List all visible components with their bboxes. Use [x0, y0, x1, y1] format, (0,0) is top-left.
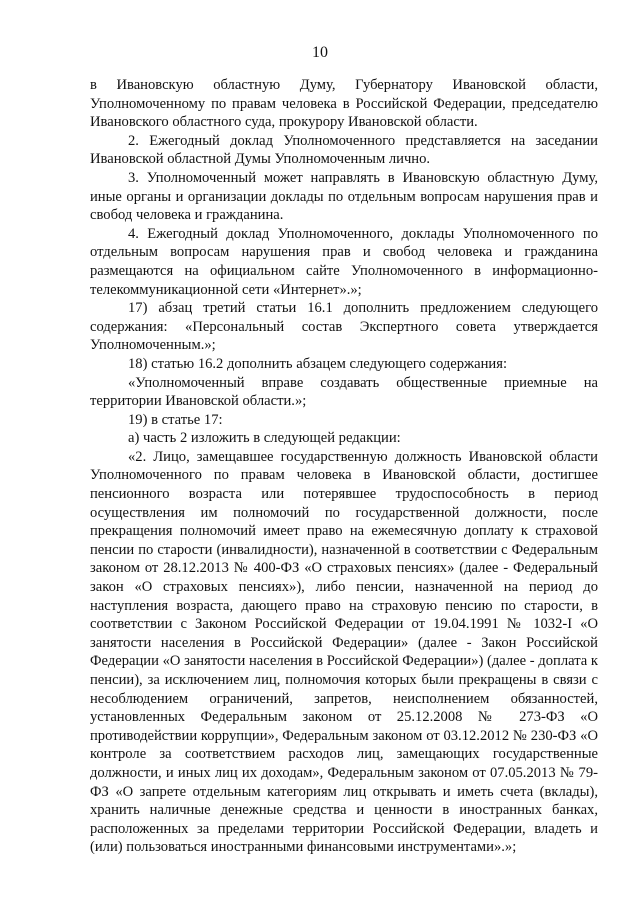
paragraph-item-3: 3. Уполномоченный может направлять в Ивановскую областную Думу, иные органы и организации доклады по отдельным вопросам нарушения прав и свобод человека и гражданина. [90, 169, 598, 224]
paragraph-amendment-19-a: а) часть 2 изложить в следующей редакции: [128, 430, 401, 447]
paragraph-amendment-17: 17) абзац третий статьи 16.1 дополнить предложением следующего содержания: «Персональный состав Экспертного совета утверждается Уполномоченным.»; [90, 300, 598, 354]
paragraph-part-2-text: «2. Лицо, замещавшее государственную должность Ивановской области Уполномоченного по правам человека в Ивановской области, достигшее пенсионного возраста или потерявшее трудоспособность в период осуществления им полномочий по государственной должности, после прекращения полномочий имеет право на ежемесячную доплату к страховой пенсии по старости (инвалидности), назначенной в соответствии с Федеральным законом от 28.12.2013 № 400-ФЗ «О страховых пенсиях» (далее - Федеральный закон «О страховых пенсиях»), либо пенсии, назначенной на период до наступления возраста, дающего право на страховую пенсию по старости, в соответствии с Законом Российской Федерации от 19.04.1991 № 1032-I «О занятости населения в Российской Федерации» (далее - Закон Российской Федерации «О занятости населения в Российской Федерации») (далее - доплата к пенсии), за исключением лиц, полномочия которых были прекращены в связи с несоблюдением ограничений, запретов, неисполнением обязанностей, установленных Федеральным законом от 25.12.2008 № 273-ФЗ «О противодействии коррупции», Федеральным законом от 03.12.2012 № 230-ФЗ «О контроле за соответствием расходов лиц, замещающих государственные должности, и иных лиц их доходам», Федеральным законом от 07.05.2013 № 79-ФЗ «О запрете отдельным категориям лиц открывать и иметь счета (вклады), хранить наличные денежные средства и ценности в иностранных банках, расположенных за пределами территории Российской Федерации, владеть и (или) пользоваться иностранными финансовыми инструментами».»; [90, 448, 598, 856]
paragraph-amendment-18-text: «Уполномоченный вправе создавать общественные приемные на территории Ивановской области.»; [90, 374, 598, 410]
paragraph-item-2: 2. Ежегодный доклад Уполномоченного представляется на заседании Ивановской областной Думы Уполномоченным лично. [90, 132, 598, 168]
page-number: 10 [312, 44, 328, 61]
document-body [90, 76, 598, 857]
paragraph-amendment-18: 18) статью 16.2 дополнить абзацем следующего содержания: [128, 355, 507, 372]
paragraph-item-4: 4. Ежегодный доклад Уполномоченного, доклады Уполномоченного по отдельным вопросам нарушения прав и свобод человека и гражданина размещаются на официальном сайте Уполномоченного в информационно-телекоммуникационной сети «Интернет».»; [90, 225, 598, 298]
paragraph-amendment-19: 19) в статье 17: [128, 411, 223, 428]
paragraph-recipients: в Ивановскую областную Думу, Губернатору Ивановской области, Уполномоченному по правам человека в Российской Федерации, председателю Ивановского областного суда, прокурору Ивановской области. [90, 77, 598, 131]
